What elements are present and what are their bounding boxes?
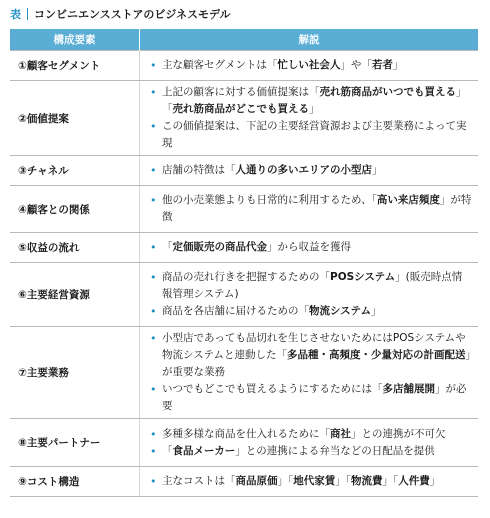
component-description xyxy=(140,327,479,419)
component-label: ③チャネル xyxy=(10,156,140,186)
bullet-dot-icon: • xyxy=(150,475,157,488)
component-description xyxy=(140,263,479,327)
emphasis-text: POSシステム xyxy=(330,271,396,283)
bullet-dot-icon: • xyxy=(150,305,157,318)
bullet-item xyxy=(150,473,472,490)
bullet-dot-icon: • xyxy=(150,383,157,396)
bullet-item xyxy=(150,57,472,74)
bullet-text: 主な顧客セグメントは「忙しい社会人」や「若者」 xyxy=(162,59,404,71)
bullet-item xyxy=(150,426,472,443)
table-row xyxy=(10,81,478,156)
bullet-text: 「食品メーカー」との連携による弁当などの日配品を提供 xyxy=(162,444,435,457)
emphasis-text: 人通りの多いエリアの小型店 xyxy=(235,164,372,176)
table-row xyxy=(10,327,478,419)
table-body xyxy=(10,51,478,497)
emphasis-text: 多店舗展開 xyxy=(382,383,435,395)
bullet-text: 主なコストは「商品原価」「地代家賃」「物流費」「人件費」 xyxy=(162,475,441,487)
component-label: ④顧客との関係 xyxy=(10,186,140,233)
emphasis-text: 商社 xyxy=(330,427,351,440)
bullet-text: 商品の売れ行きを把握するための「POSシステム」(販売時点情報管理システム) xyxy=(162,271,463,300)
bullet-text: 「定価販売の商品代金」から収益を獲得 xyxy=(162,241,351,253)
bullet-dot-icon: • xyxy=(150,120,157,133)
emphasis-text: 高い来店頻度 xyxy=(376,194,440,206)
component-label: ⑧主要パートナー xyxy=(10,419,140,467)
table-row xyxy=(10,467,478,497)
component-label: ⑨コスト構造 xyxy=(10,467,140,497)
table-row xyxy=(10,233,478,263)
component-label: ⑥主要経営資源 xyxy=(10,263,140,327)
table-row xyxy=(10,263,478,327)
table-row xyxy=(10,51,478,81)
business-model-table xyxy=(10,29,478,497)
bullet-item xyxy=(150,303,472,320)
table-row xyxy=(10,419,478,467)
component-label: ⑤収益の流れ xyxy=(10,233,140,263)
component-label: ⑦主要業務 xyxy=(10,327,140,419)
bullet-dot-icon: • xyxy=(150,164,157,177)
bullet-dot-icon: • xyxy=(150,86,157,99)
bullet-item xyxy=(150,239,472,256)
bullet-text: この価値提案は、下記の主要経営資源および主要業務によって実現 xyxy=(162,120,467,149)
emphasis-text: 売れ筋商品がいつでも買える xyxy=(319,86,456,98)
bullet-dot-icon: • xyxy=(150,59,157,72)
component-description xyxy=(140,51,479,81)
bullet-text: 他の小売業態よりも日常的に利用するため、「高い来店頻度」が特徴 xyxy=(162,194,472,223)
emphasis-text: 商品原価 xyxy=(235,475,278,487)
component-description xyxy=(140,186,479,233)
table-row xyxy=(10,186,478,233)
bullet-item xyxy=(150,269,472,303)
bullet-item xyxy=(150,84,472,118)
emphasis-text: 地代家賃 xyxy=(293,475,336,487)
bullet-item xyxy=(150,443,472,460)
header-component: 構成要素 xyxy=(10,29,140,51)
emphasis-text: 食品メーカー xyxy=(172,444,236,457)
header-explanation: 解説 xyxy=(140,29,479,51)
table-header-row xyxy=(10,29,478,51)
bullet-text: 小型店であっても品切れを生じさせないためにはPOSシステムや物流システムと連動した「多品種・高頻度・少量対応の計画配送」が重要な業務 xyxy=(162,332,471,378)
bullet-dot-icon: • xyxy=(150,241,157,254)
bullet-item xyxy=(150,192,472,226)
bullet-item xyxy=(150,162,472,179)
bullet-text: 商品を各店舗に届けるための「物流システム」 xyxy=(162,305,382,317)
bullet-dot-icon: • xyxy=(150,444,157,458)
component-description xyxy=(140,467,479,497)
component-description xyxy=(140,81,479,156)
figure-title xyxy=(10,3,230,25)
component-label: ②価値提案 xyxy=(10,81,140,156)
bullet-dot-icon: • xyxy=(150,427,157,441)
title-separator xyxy=(27,8,28,20)
emphasis-text: 忙しい社会人 xyxy=(277,59,341,71)
emphasis-text: 人件費 xyxy=(398,475,430,487)
component-label: ①顧客セグメント xyxy=(10,51,140,81)
component-description xyxy=(140,156,479,186)
emphasis-text: 物流費 xyxy=(351,475,383,487)
emphasis-text: 定価販売の商品代金 xyxy=(172,241,267,253)
table-title: コンビニエンスストアのビジネスモデル xyxy=(34,8,231,21)
bullet-dot-icon: • xyxy=(150,271,157,284)
component-description xyxy=(140,233,479,263)
bullet-dot-icon: • xyxy=(150,332,157,345)
table-tag: 表 xyxy=(10,8,21,21)
emphasis-text: 多品種・高頻度・少量対応の計画配送 xyxy=(286,349,466,361)
component-description xyxy=(140,419,479,467)
bullet-text: 多種多様な商品を仕入れるために「商社」との連携が不可欠 xyxy=(162,427,446,440)
emphasis-text: 若者 xyxy=(371,59,393,71)
table-row xyxy=(10,156,478,186)
bullet-item xyxy=(150,118,472,152)
bullet-item xyxy=(150,381,472,415)
bullet-item xyxy=(150,330,472,381)
bullet-text: 店舗の特徴は「人通りの多いエリアの小型店」 xyxy=(162,164,383,176)
emphasis-text: 売れ筋商品がどこでも買える xyxy=(172,103,309,115)
bullet-dot-icon: • xyxy=(150,194,157,207)
emphasis-text: 物流システム xyxy=(309,305,371,317)
bullet-text: 上記の顧客に対する価値提案は「売れ筋商品がいつでも買える」「売れ筋商品がどこでも買える」 xyxy=(162,86,467,115)
bullet-text: いつでもどこでも買えるようにするためには「多店舗展開」が必要 xyxy=(162,383,467,412)
